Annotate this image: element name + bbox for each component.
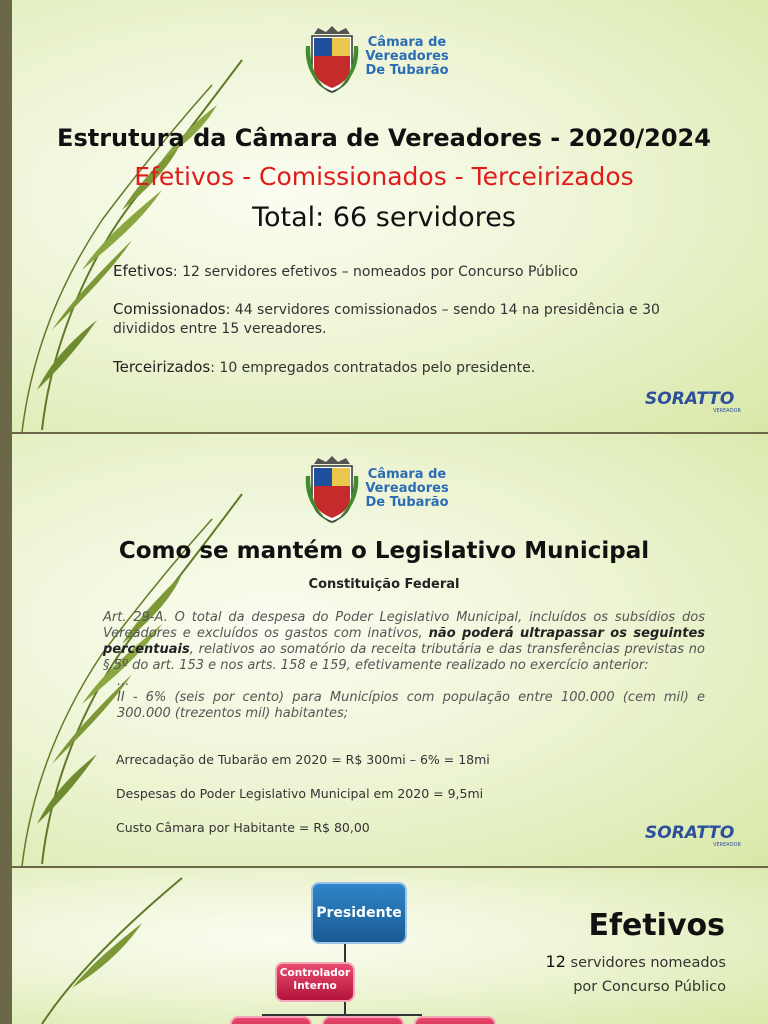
crest-line-1: Câmara de (367, 467, 447, 482)
org-box-child-3 (414, 1016, 496, 1024)
terceirizados-paragraph (113, 358, 693, 378)
efetivos-desc-1: servidores nomeados (565, 955, 726, 971)
org-box-presidente: Presidente (311, 882, 407, 944)
terceirizados-text: : 10 empregados contratados pelo presidente. (210, 360, 536, 376)
quote-bold: não poderá ultrapassar os seguintes percentuais (103, 626, 705, 657)
slide-subtitle: Efetivos - Comissionados - Terceirizados (134, 162, 634, 191)
efetivos-title: Efetivos (588, 908, 725, 943)
logo-sub: VEREADOR (713, 408, 741, 414)
crest-line-2: Vereadores (365, 481, 449, 496)
efetivos-paragraph (113, 262, 693, 282)
crest-line-3: De Tubarão (365, 63, 449, 78)
efetivos-text: : 12 servidores efetivos – nomeados por Concurso Público (172, 264, 578, 280)
slide-1 (12, 0, 768, 432)
terceirizados-label: Terceirizados (113, 358, 211, 376)
quote-ellipsis: ... (117, 674, 130, 689)
logo-name: SORATTO (645, 823, 735, 843)
comissionados-paragraph (113, 300, 693, 339)
efetivos-description (546, 950, 726, 999)
slide-2 (12, 434, 768, 866)
crest-line-2: Vereadores (365, 49, 449, 64)
efetivos-label: Efetivos (113, 262, 173, 280)
total-servers: Total: 66 servidores (252, 202, 516, 233)
vine-decoration (12, 868, 212, 1024)
slide-subtitle: Constituição Federal (308, 577, 460, 592)
crest-icon (304, 456, 360, 526)
soratto-logo (645, 824, 755, 850)
soratto-logo (645, 390, 755, 416)
logo-sub: VEREADOR (713, 842, 741, 848)
constitution-quote (103, 610, 705, 722)
org-box-child-2 (322, 1016, 404, 1024)
efetivos-count: 12 (545, 952, 566, 971)
quote-item-ii: II - 6% (seis por cento) para Municípios com população entre 100.000 (cem mil) e 300.000 (trezentos mil) habitantes; (117, 690, 705, 721)
crest-label (364, 36, 450, 78)
comissionados-text: : 44 servidores comissionados – sendo 14 na presidência e 30 divididos entre 15 vereadores. (113, 302, 660, 337)
quote-part-b: , relativos ao somatório da receita tributária e das transferências previstas no § 5º do art. 153 e nos arts. 158 e 159, efetivamente realizado no exercício anterior: (103, 642, 705, 673)
crest-line-3: De Tubarão (365, 495, 449, 510)
quote-part-a: Art. 29-A. O total da despesa do Poder Legislativo Municipal, incluídos os subsídios dos Vereadores e excluídos os gastos com inativos, (103, 610, 705, 641)
org-box-child-1 (230, 1016, 312, 1024)
slide-title: Como se mantém o Legislativo Municipal (118, 538, 650, 564)
slide-3 (12, 868, 768, 1024)
comissionados-label: Comissionados (113, 300, 226, 318)
calc-line-3: Custo Câmara por Habitante = R$ 80,00 (116, 820, 370, 835)
slide-title: Estrutura da Câmara de Vereadores - 2020/2024 (57, 124, 711, 152)
crest-line-1: Câmara de (367, 35, 447, 50)
calc-line-2: Despesas do Poder Legislativo Municipal em 2020 = 9,5mi (116, 786, 484, 801)
logo-name: SORATTO (645, 389, 735, 409)
org-box-controlador: Controlador Interno (275, 962, 355, 1002)
crest-label (364, 468, 450, 510)
efetivos-desc-2: por Concurso Público (573, 979, 726, 995)
crest-icon (304, 26, 360, 96)
calc-line-1: Arrecadação de Tubarão em 2020 = R$ 300mi – 6% = 18mi (116, 752, 490, 767)
